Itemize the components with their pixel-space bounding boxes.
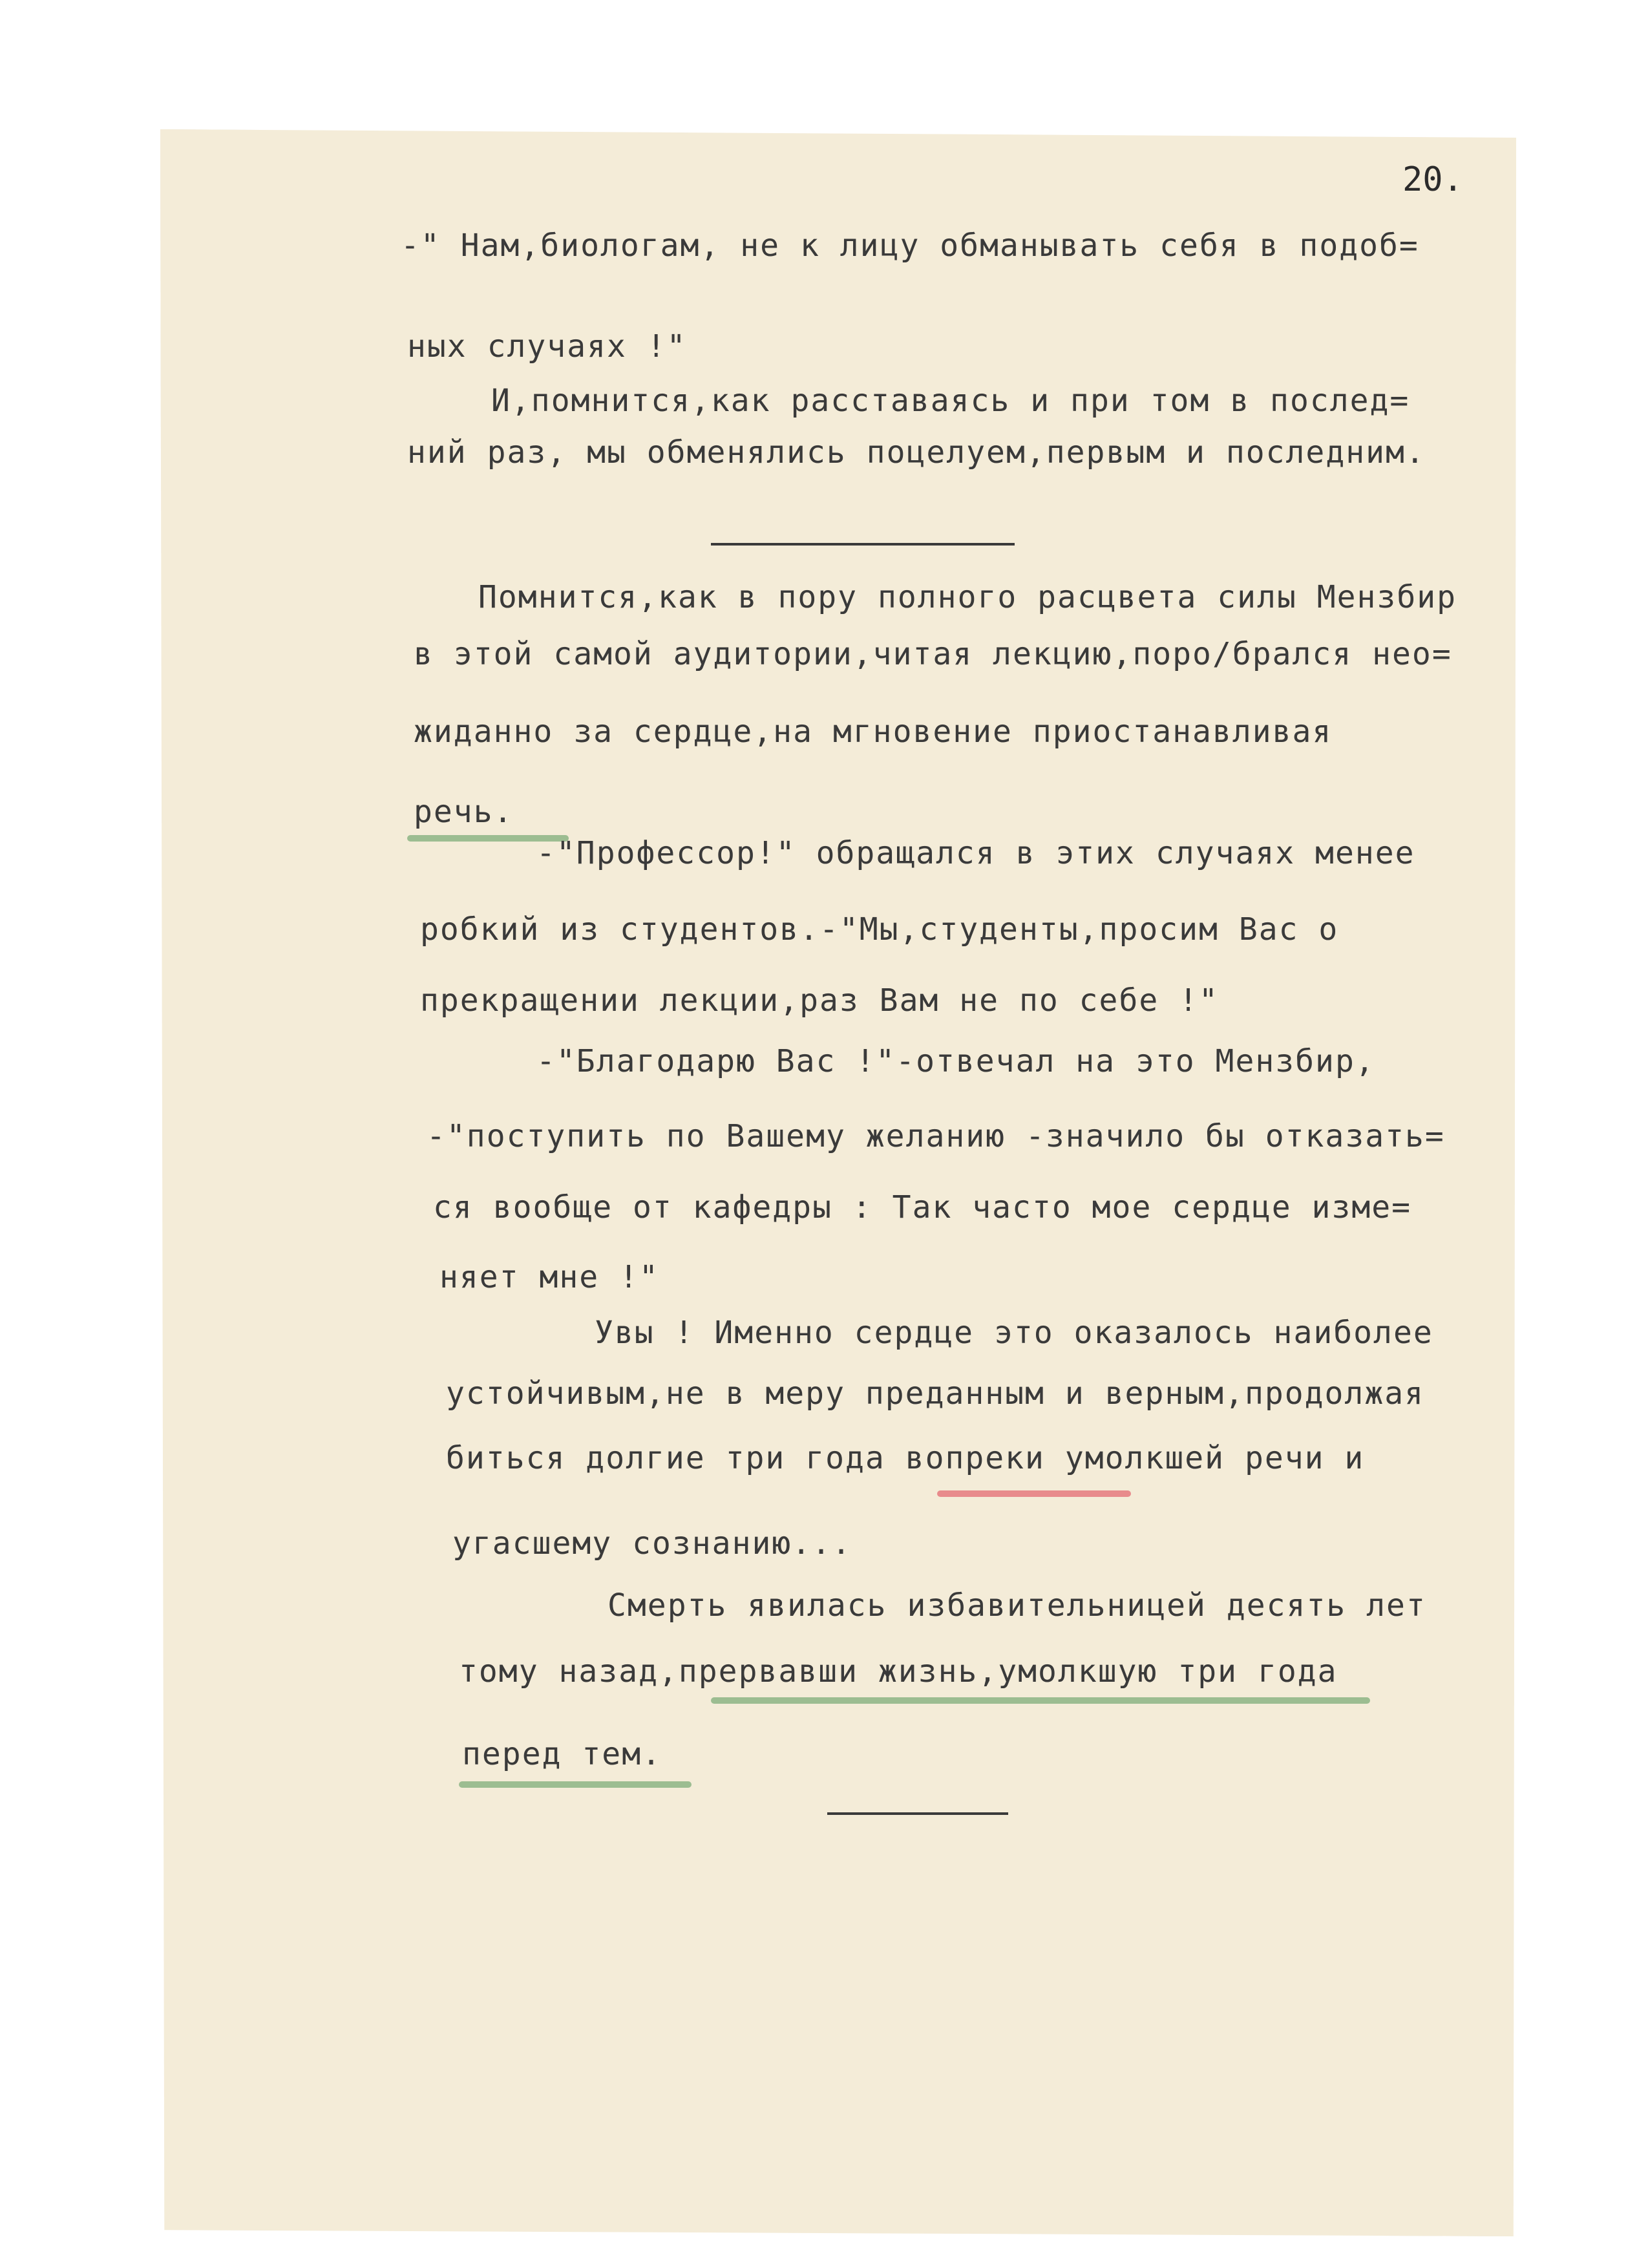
text-line: -"поступить по Вашему желанию -значило бы отказать= bbox=[427, 1118, 1445, 1154]
section-divider bbox=[711, 543, 1015, 546]
text-line: Увы ! Именно сердце это оказалось наиболее bbox=[595, 1315, 1433, 1351]
text-line: ний раз, мы обменялись поцелуем,первым и последним. bbox=[407, 434, 1426, 471]
text-line: робкий из студентов.-"Мы,студенты,просим Вас о bbox=[420, 911, 1339, 948]
text-line: речь. bbox=[414, 794, 514, 830]
text-line: Помнится,как в пору полного расцвета силы Мензбир bbox=[478, 579, 1457, 615]
green-underline-mark bbox=[711, 1697, 1370, 1704]
section-divider bbox=[827, 1812, 1008, 1815]
text-line: биться долгие три года вопреки умолкшей речи и bbox=[446, 1440, 1365, 1476]
text-line: жиданно за сердце,на мгновение приостанавливая bbox=[414, 714, 1333, 750]
red-underline-mark bbox=[937, 1490, 1131, 1497]
text-line: няет мне !" bbox=[439, 1259, 659, 1295]
text-line: прекращении лекции,раз Вам не по себе !" bbox=[420, 982, 1219, 1019]
text-line: устойчивым,не в меру преданным и верным,продолжая bbox=[446, 1375, 1425, 1412]
green-underline-mark bbox=[459, 1781, 692, 1788]
text-line: ся вообще от кафедры : Так часто мое сердце изме= bbox=[433, 1189, 1412, 1225]
text-line: Смерть явилась избавительницей десять лет bbox=[607, 1587, 1426, 1624]
text-line: -"Профессор!" обращался в этих случаях менее bbox=[536, 835, 1415, 871]
text-line: -"Благодарю Вас !"-отвечал на это Мензбир, bbox=[536, 1043, 1375, 1079]
text-line: -" Нам,биологам, не к лицу обманывать себя в подоб= bbox=[401, 228, 1419, 264]
text-line: тому назад,прервавши жизнь,умолкшую три года bbox=[459, 1653, 1338, 1690]
text-line: И,помнится,как расставаясь и при том в послед= bbox=[491, 383, 1410, 419]
text-line: перед тем. bbox=[462, 1736, 662, 1772]
text-line: ных случаях !" bbox=[407, 328, 687, 365]
page-number: 20. bbox=[1402, 160, 1463, 199]
text-line: угасшему сознанию... bbox=[452, 1525, 852, 1562]
text-line: в этой самой аудитории,читая лекцию,поро/брался нео= bbox=[414, 636, 1452, 672]
